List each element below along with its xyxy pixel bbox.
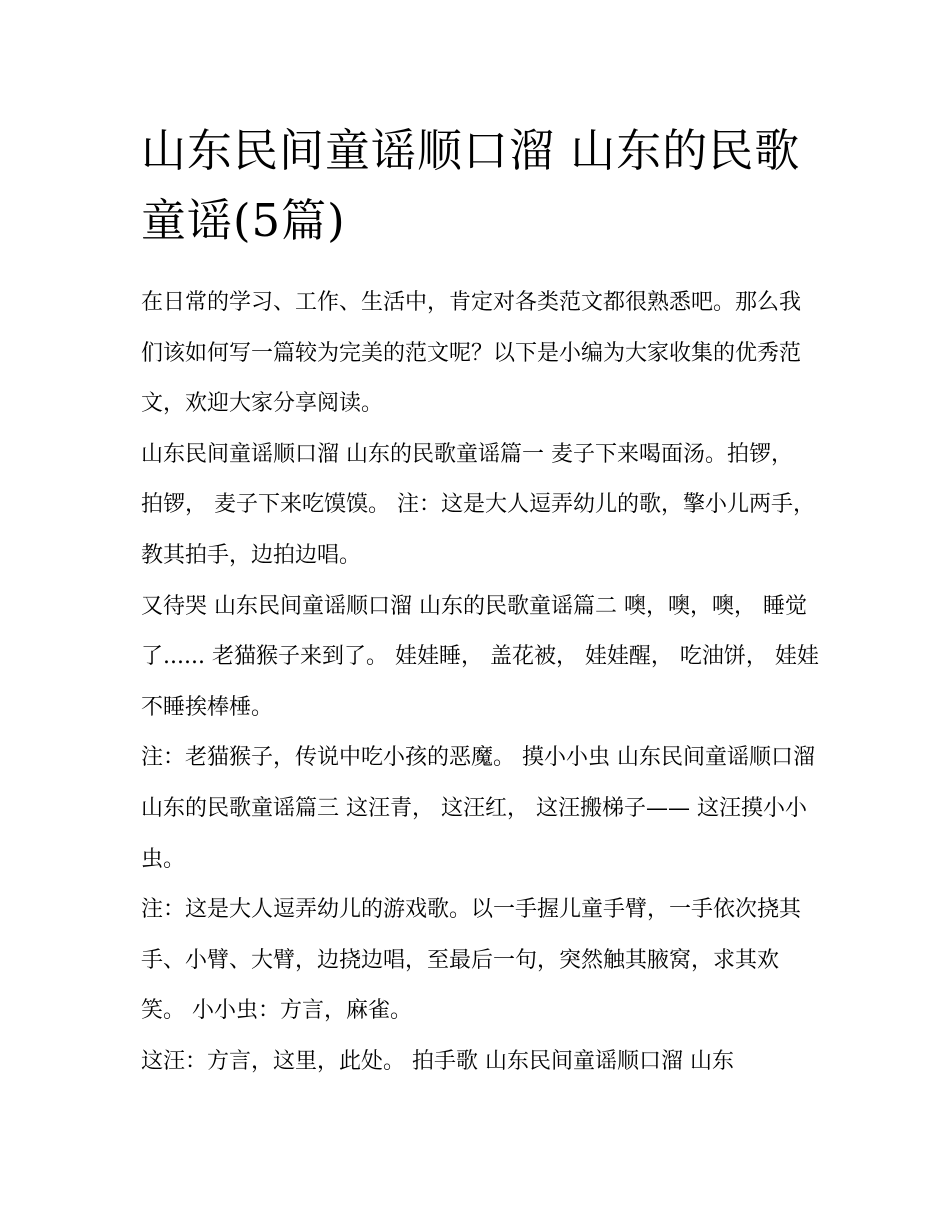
paragraph-note-dialect: 这汪：方言，这里，此处。 拍手歌 山东民间童谣顺口溜 山东	[141, 1048, 734, 1074]
document-body	[141, 278, 821, 1088]
paragraph-song-3: 注：老猫猴子，传说中吃小孩的恶魔。 摸小小虫 山东民间童谣顺口溜 山东的民歌童谣篇三 这汪青， 这汪红， 这汪搬梯子—— 这汪摸小小虫。	[141, 745, 815, 872]
paragraph-song-2: 又待哭 山东民间童谣顺口溜 山东的民歌童谣篇二 噢，噢，噢， 睡觉了...... 老猫猴子来到了。 娃娃睡， 盖花被， 娃娃醒， 吃油饼， 娃娃不睡挨棒棰。	[141, 593, 819, 720]
paragraph-song-1: 山东民间童谣顺口溜 山东的民歌童谣篇一 麦子下来喝面汤。拍锣， 拍锣， 麦子下来吃馍馍。 注：这是大人逗弄幼儿的歌，擎小儿两手，教其拍手，边拍边唱。	[141, 441, 815, 568]
paragraph-note-game: 注：这是大人逗弄幼儿的游戏歌。以一手握儿童手臂，一手依次挠其手、小臂、大臂，边挠边唱，至最后一句，突然触其腋窝，求其欢笑。 小小虫：方言，麻雀。	[141, 897, 802, 1024]
paragraph-intro: 在日常的学习、工作、生活中，肯定对各类范文都很熟悉吧。那么我们该如何写一篇较为完美的范文呢？以下是小编为大家收集的优秀范文，欢迎大家分享阅读。	[141, 290, 802, 417]
document-title: 山东民间童谣顺口溜 山东的民歌童谣(5篇)	[141, 124, 801, 247]
